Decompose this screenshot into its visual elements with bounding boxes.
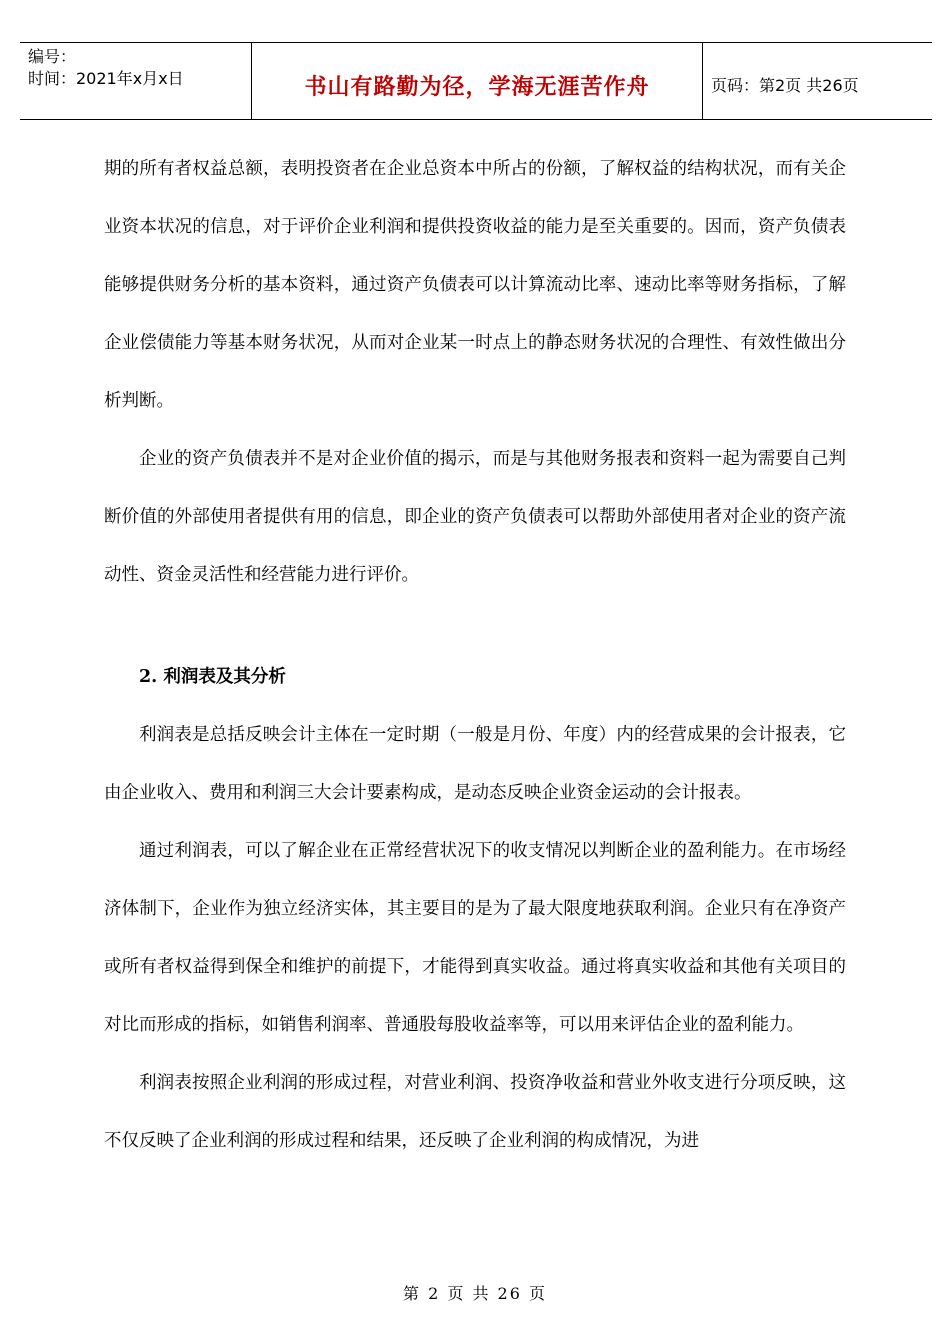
paragraph: 企业的资产负债表并不是对企业价值的揭示，而是与其他财务报表和资料一起为需要自己判断价值的外部使用者提供有用的信息，即企业的资产负债表可以帮助外部使用者对企业的资产流动性、资金灵活性和经营能力进行评价。 (104, 449, 846, 585)
paragraph: 利润表是总括反映会计主体在一定时期（一般是月份、年度）内的经营成果的会计报表，它由企业收入、费用和利润三大会计要素构成，是动态反映企业资金运动的会计报表。 (104, 725, 846, 803)
page-info-cell (703, 43, 932, 119)
section-heading: 2. 利润表及其分析 (139, 667, 286, 687)
page-info: 页码：第2页 共26页 (711, 76, 859, 95)
paragraph-continued: 期的所有者权益总额，表明投资者在企业总资本中所占的份额，了解权益的结构状况，而有关企业资本状况的信息，对于评价企业利润和提供投资收益的能力是至关重要的。因而，资产负债表能够提供财务分析的基本资料，通过资产负债表可以计算流动比率、速动比率等财务指标，了解企业偿债能力等基本财务状况，从而对企业某一时点上的静态财务状况的合理性、有效性做出分析判断。 (104, 159, 846, 411)
document-header (20, 42, 932, 120)
document-body (104, 140, 846, 1170)
page-footer: 第 2 页 共 26 页 (403, 1284, 547, 1303)
paragraph: 利润表按照企业利润的形成过程，对营业利润、投资净收益和营业外收支进行分项反映，这不仅反映了企业利润的形成过程和结果，还反映了企业利润的构成情况，为进 (104, 1073, 846, 1151)
number-label: 编号： (28, 47, 77, 66)
time-label: 时间：2021年x月x日 (28, 69, 184, 88)
header-meta-cell (20, 43, 252, 119)
motto-text: 书山有路勤为径，学海无涯苦作舟 (304, 75, 650, 100)
paragraph: 通过利润表，可以了解企业在正常经营状况下的收支情况以判断企业的盈利能力。在市场经济体制下，企业作为独立经济实体，其主要目的是为了最大限度地获取利润。企业只有在净资产或所有者权益得到保全和维护的前提下，才能得到真实收益。通过将真实收益和其他有关项目的对比而形成的指标，如销售利润率、普通股每股收益率等，可以用来评估企业的盈利能力。 (104, 841, 846, 1035)
motto-cell (252, 43, 703, 119)
